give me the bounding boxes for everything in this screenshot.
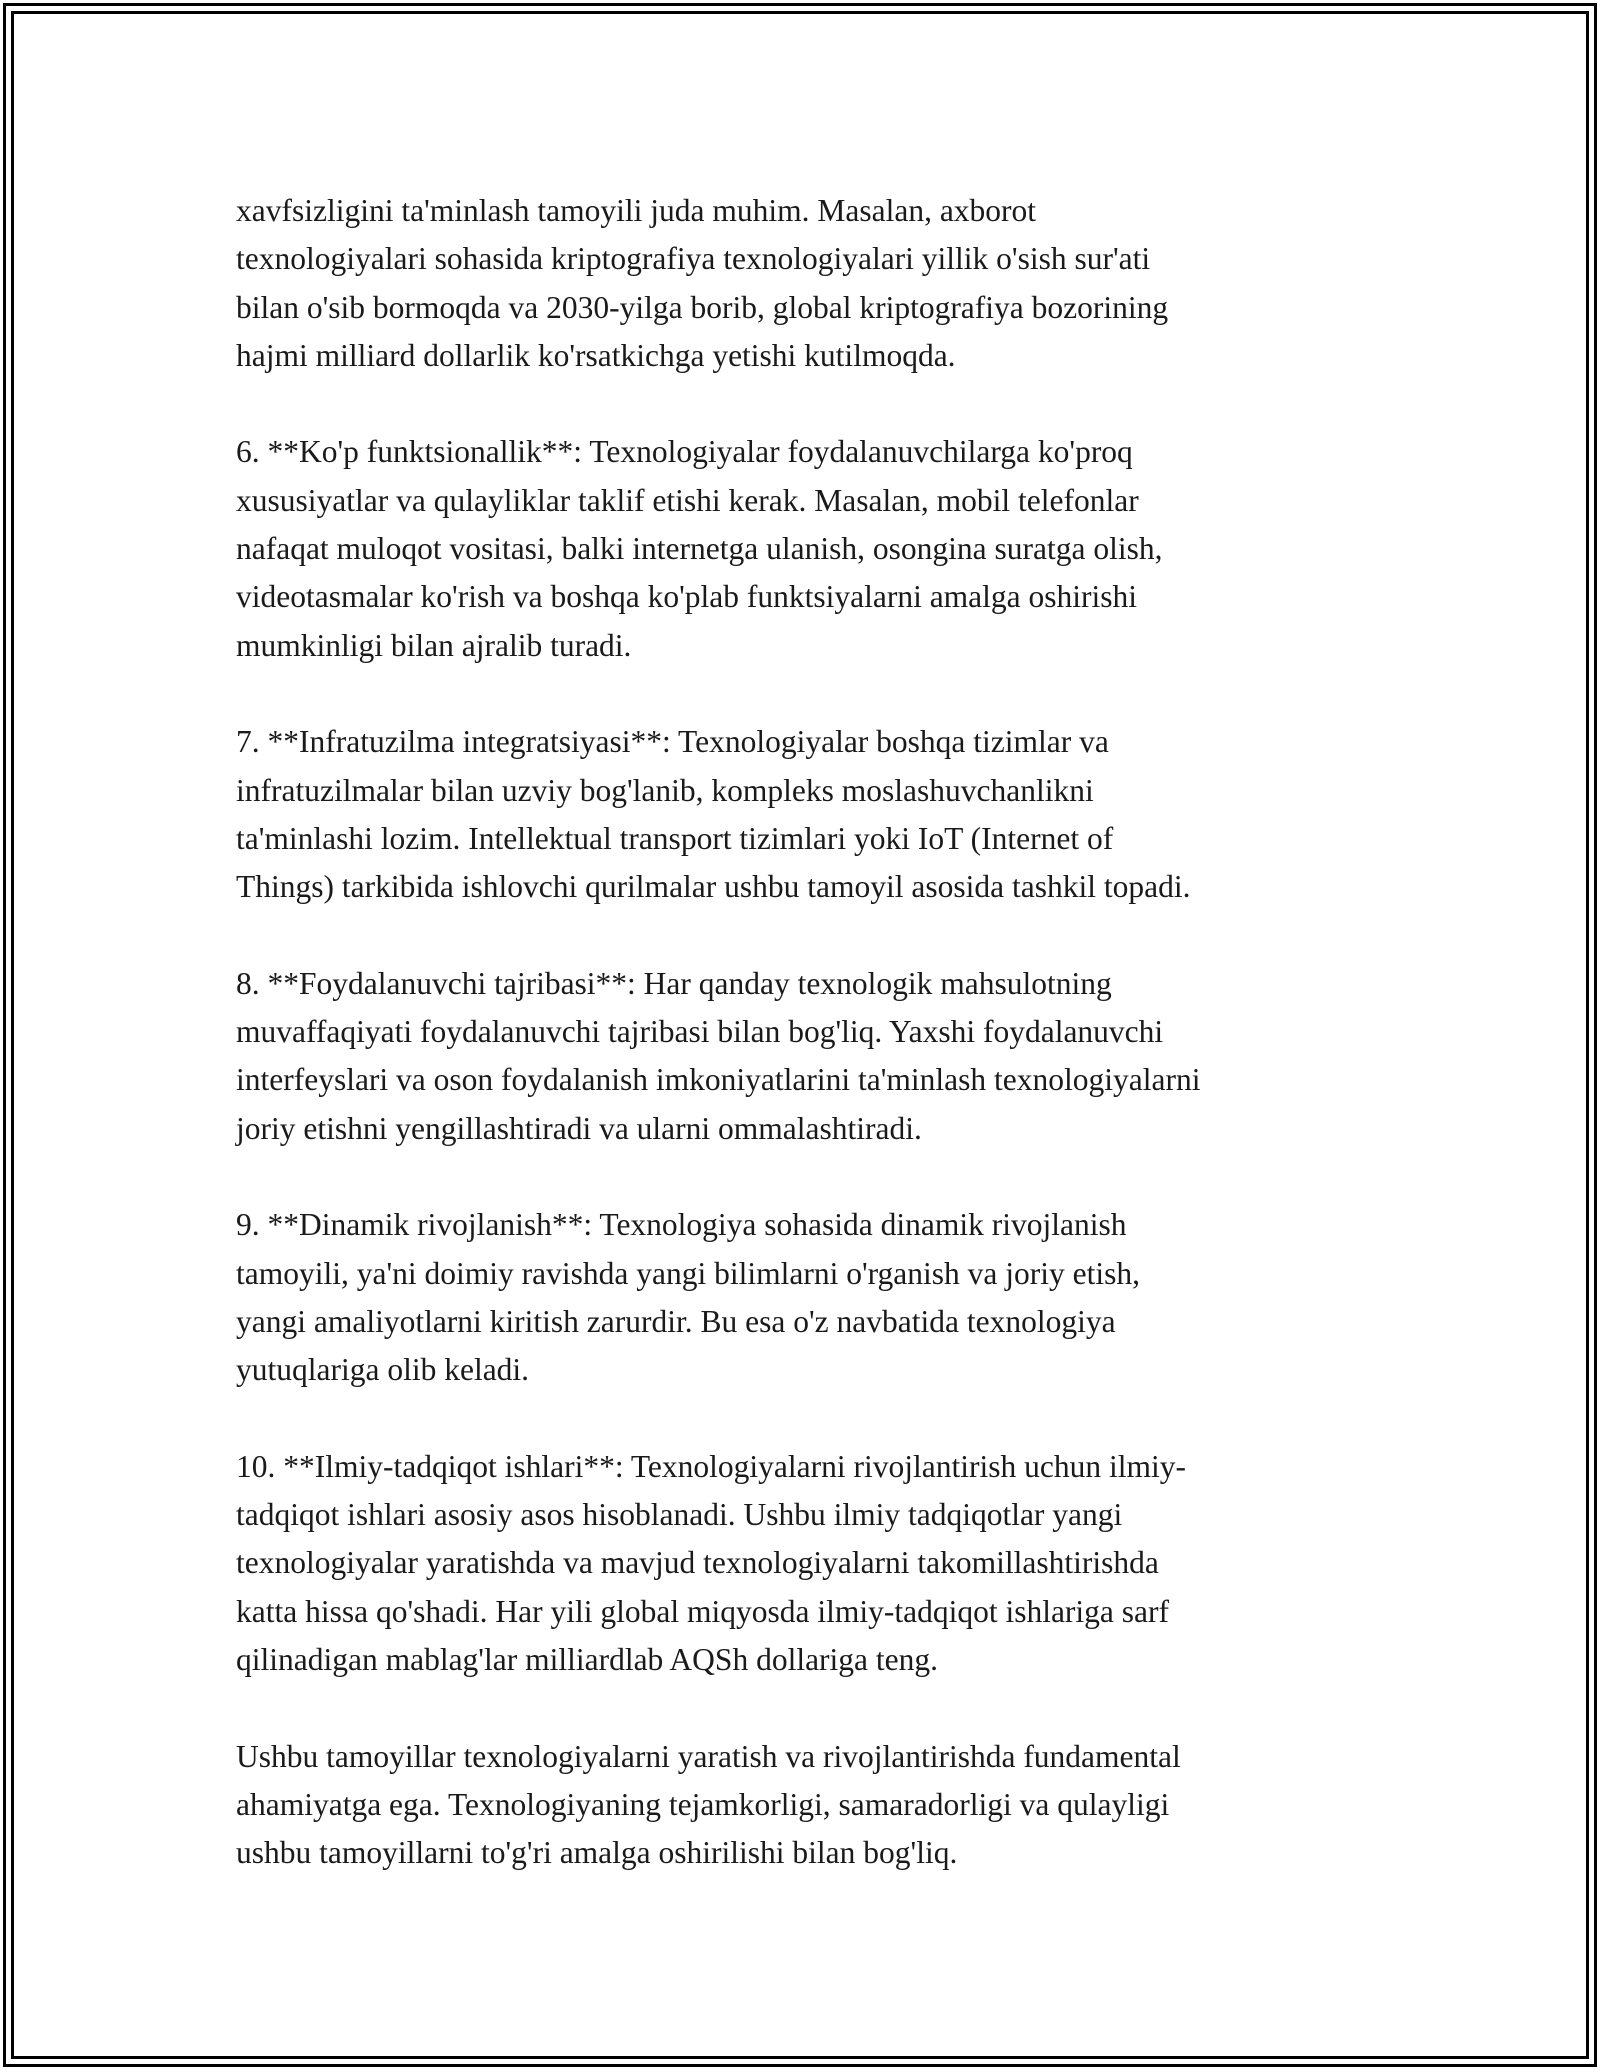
- paragraph-intro-continuation: xavfsizligini ta'minlash tamoyili juda muhim. Masalan, axborot texnologiyalari sohasida kriptografiya texnologiyalari yillik o'sish sur'ati bilan o'sib bormoqda va 2030-yilga borib, global kriptografiya bozorining hajmi milliard dollarlik ko'rsatkichga yetishi kutilmoqda.: [236, 193, 1169, 373]
- paragraph-item-9: 9. **Dinamik rivojlanish**: Texnologiya sohasida dinamik rivojlanish tamoyili, ya'ni doimiy ravishda yangi bilimlarni o'rganish va joriy etish, yangi amaliyotlarni kiritish zarurdir. Bu esa o'z navbatida texnologiya yutuqlariga olib keladi.: [236, 1207, 1141, 1388]
- document-body: [236, 187, 1366, 1877]
- paragraph-item-10: 10. **Ilmiy-tadqiqot ishlari**: Texnologiyalarni rivojlantirish uchun ilmiy- tadqiqot ishlari asosiy asos hisoblanadi. Ushbu ilmiy tadqiqotlar yangi texnologiyalar yaratishda va mavjud texnologiyalarni takomillashtirishda katta hissa qo'shadi. Har yili global miqyosda ilmiy-tadqiqot ishlariga sarf qilinadigan mablag'lar milliardlab AQSh dollariga teng.: [236, 1448, 1186, 1677]
- paragraph-item-7: 7. **Infratuzilma integratsiyasi**: Texnologiyalar boshqa tizimlar va infratuzilmalar bilan uzviy bog'lanib, kompleks moslashuvchanlikni ta'minlashi lozim. Intellektual transport tizimlari yoki IoT (Internet of Things) tarkibida ishlovchi qurilmalar ushbu tamoyil asosida tashkil topadi.: [236, 724, 1191, 905]
- paragraph-item-8: 8. **Foydalanuvchi tajribasi**: Har qanday texnologik mahsulotning muvaffaqiyati foydalanuvchi tajribasi bilan bog'liq. Yaxshi foydalanuvchi interfeyslari va oson foydalanish imkoniyatlarini ta'minlash texnologiyalarni joriy etishni yengillashtiradi va ularni ommalashtiradi.: [236, 965, 1201, 1146]
- paragraph-item-6: 6. **Ko'p funktsionallik**: Texnologiyalar foydalanuvchilarga ko'proq xususiyatlar va qulayliklar taklif etishi kerak. Masalan, mobil telefonlar nafaqat muloqot vositasi, balki internetga ulanish, osongina suratga olish, videotasmalar ko'rish va boshqa ko'plab funktsiyalarni amalga oshirishi mumkinligi bilan ajralib turadi.: [236, 434, 1163, 663]
- paragraph-conclusion: Ushbu tamoyillar texnologiyalarni yaratish va rivojlantirishda fundamental ahamiyatga ega. Texnologiyaning tejamkorligi, samaradorligi va qulayligi ushbu tamoyillarni to'g'ri amalga oshirilishi bilan bog'liq.: [236, 1738, 1181, 1871]
